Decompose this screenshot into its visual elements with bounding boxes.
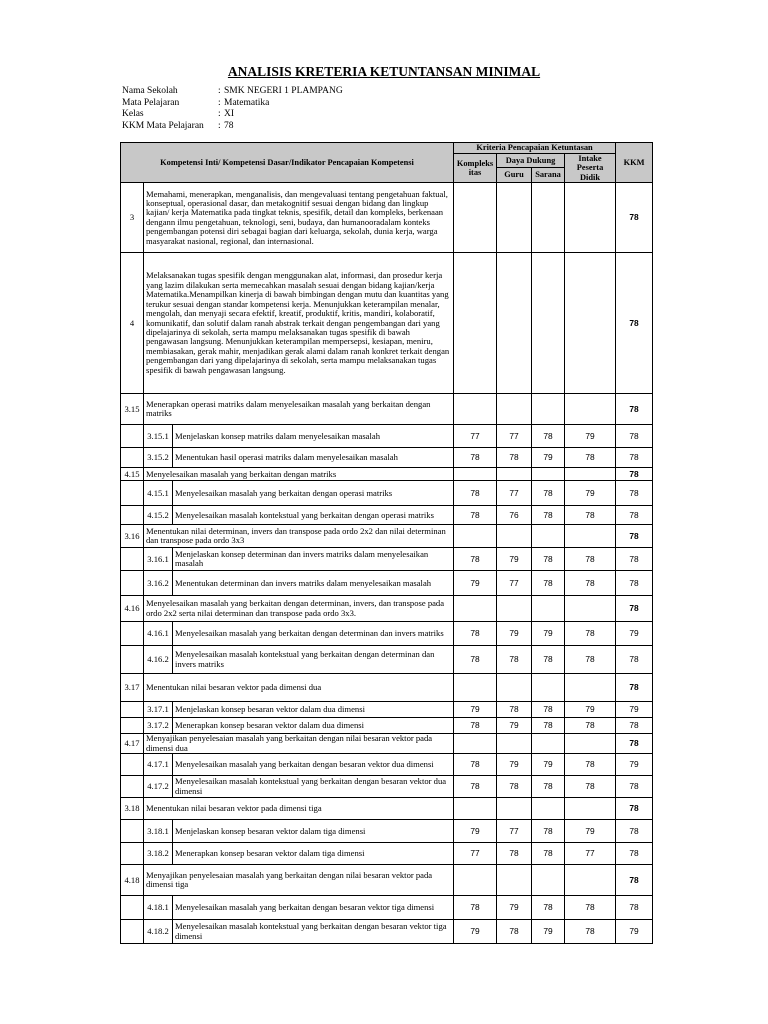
row-description: Menyelesaikan masalah kontekstual yang berkaitan dengan operasi matriks (173, 506, 454, 525)
table-row (121, 776, 653, 798)
row-spacer (121, 920, 144, 944)
value-guru (497, 798, 532, 820)
value-kompleksitas: 78 (454, 448, 497, 468)
table-row (121, 920, 653, 944)
info-label: Nama Sekolah (122, 86, 178, 96)
table-row (121, 394, 653, 425)
value-kkm: 79 (616, 702, 653, 718)
value-guru: 77 (497, 481, 532, 506)
table-row (121, 865, 653, 896)
value-kompleksitas (454, 394, 497, 425)
value-guru (497, 865, 532, 896)
table-row (121, 798, 653, 820)
table-row (121, 571, 653, 596)
row-code: 4.17 (121, 734, 144, 754)
value-kkm: 78 (616, 596, 653, 622)
value-guru: 79 (497, 754, 532, 776)
value-intake (565, 468, 616, 481)
row-spacer (121, 843, 144, 865)
value-intake: 78 (565, 754, 616, 776)
table-row (121, 425, 653, 448)
row-spacer (121, 481, 144, 506)
row-code: 4.16.1 (144, 622, 173, 646)
value-guru (497, 253, 532, 394)
row-spacer (121, 754, 144, 776)
value-kkm: 78 (616, 481, 653, 506)
table-row (121, 506, 653, 525)
value-kompleksitas: 77 (454, 425, 497, 448)
row-description: Menyajikan penyelesaian masalah yang berkaitan dengan nilai besaran vektor pada dimensi dua (144, 734, 454, 754)
value-kkm: 78 (616, 646, 653, 674)
value-sarana (532, 183, 565, 253)
value-guru: 79 (497, 718, 532, 734)
row-spacer (121, 548, 144, 571)
value-intake: 79 (565, 425, 616, 448)
value-intake (565, 596, 616, 622)
value-sarana: 79 (532, 448, 565, 468)
value-kkm: 79 (616, 622, 653, 646)
value-kompleksitas (454, 596, 497, 622)
value-kompleksitas: 78 (454, 646, 497, 674)
value-sarana: 79 (532, 754, 565, 776)
row-spacer (121, 776, 144, 798)
value-intake (565, 798, 616, 820)
value-kkm: 78 (616, 506, 653, 525)
value-intake: 78 (565, 548, 616, 571)
row-spacer (121, 896, 144, 920)
row-description: Memahami, menerapkan, menganalisis, dan mengevaluasi tentang pengetahuan faktual, konseptual, operasional dasar, dan metakognitif sesuai dengan bidang dan lingkup kajian/ kerja Matematika pada tingkat teknis, spesifik, detail dan kompleks, berkenaan dengann ilmu pengetahuan, teknologi, seni, budaya, dan humanooradalam konteks pengembangan potensi diri sebagai bagian dari keluarga, sekolah, dunia kerja, warga masyarakat nasional, regional, dan internasional. (144, 183, 454, 253)
value-intake: 78 (565, 506, 616, 525)
table-row (121, 525, 653, 548)
row-spacer (121, 425, 144, 448)
value-guru: 78 (497, 702, 532, 718)
value-kompleksitas: 78 (454, 622, 497, 646)
header-daya-dukung: Daya Dukung (497, 154, 565, 168)
info-value: XI (224, 109, 235, 119)
row-spacer (121, 506, 144, 525)
info-separator: : (218, 97, 221, 108)
info-separator: : (218, 109, 221, 119)
row-code: 4.18.2 (144, 920, 173, 944)
value-sarana: 78 (532, 843, 565, 865)
value-sarana: 78 (532, 776, 565, 798)
row-spacer (121, 646, 144, 674)
value-guru: 79 (497, 622, 532, 646)
value-guru: 78 (497, 920, 532, 944)
value-kkm: 78 (616, 183, 653, 253)
row-description: Menentukan hasil operasi matriks dalam menyelesaikan masalah (173, 448, 454, 468)
value-sarana (532, 798, 565, 820)
row-code: 3.16 (121, 525, 144, 548)
row-code: 3.18.2 (144, 843, 173, 865)
value-sarana: 79 (532, 622, 565, 646)
table-row (121, 820, 653, 843)
value-kkm: 79 (616, 920, 653, 944)
value-kompleksitas (454, 674, 497, 702)
header-intake: Intake Peserta Didik (565, 154, 616, 183)
value-guru: 77 (497, 425, 532, 448)
value-kkm: 78 (616, 776, 653, 798)
value-intake (565, 253, 616, 394)
value-kompleksitas: 78 (454, 776, 497, 798)
value-kkm: 78 (616, 525, 653, 548)
value-kompleksitas: 78 (454, 481, 497, 506)
kkm-table (120, 142, 653, 944)
value-guru: 79 (497, 548, 532, 571)
row-description: Menjelaskan konsep determinan dan invers matriks dalam menyelesaikan masalah (173, 548, 454, 571)
value-kompleksitas: 79 (454, 920, 497, 944)
value-kompleksitas: 78 (454, 506, 497, 525)
value-guru (497, 734, 532, 754)
info-value: 78 (224, 120, 234, 131)
info-row (122, 98, 343, 110)
value-intake: 78 (565, 920, 616, 944)
row-code: 3.17 (121, 674, 144, 702)
row-description: Melaksanakan tugas spesifik dengan menggunakan alat, informasi, dan prosedur kerja yang lazim dilakukan serta memecahkan masalah sesuai dengan bidang kajian/kerja Matematika.Menampilkan kinerja di bawah bimbingan dengan mutu dan kuantitas yang terukur sesuai dengan standar kompetensi kerja. Menunjukkan keterampilan menalar, mengolah, dan menyaji secara efektif, kreatif, produktif, kritis, mandiri, kolaboratif, komunikatif, dan solutif dalam ranah abstrak terkait dengan pengembangan dari yang dipelajarinya di sekolah, serta mampu melaksanakan tugas spesifik di bawah pengawasan langsung. Menunjukkan keterampilan mempersepsi, kesiapan, meniru, membiasakan, gerak mahir, menjadikan gerak alami dalam ranah konkret terkait dengan pengembangan dari yang dipelajarinya di sekolah, serta mampu melaksanakan tugas spesifik di bawah pengawasan langsung. (144, 253, 454, 394)
row-description: Menjelaskan konsep besaran vektor dalam dua dimensi (173, 702, 454, 718)
value-kkm: 78 (616, 798, 653, 820)
value-guru (497, 596, 532, 622)
value-intake: 79 (565, 820, 616, 843)
value-sarana (532, 674, 565, 702)
value-intake (565, 734, 616, 754)
row-spacer (121, 718, 144, 734)
table-row (121, 468, 653, 481)
row-code: 4.15.1 (144, 481, 173, 506)
value-sarana (532, 596, 565, 622)
value-kompleksitas: 79 (454, 820, 497, 843)
value-sarana: 78 (532, 481, 565, 506)
value-guru: 77 (497, 820, 532, 843)
value-kkm: 78 (616, 843, 653, 865)
value-sarana: 78 (532, 896, 565, 920)
value-kompleksitas: 78 (454, 896, 497, 920)
value-guru (497, 525, 532, 548)
value-sarana: 78 (532, 548, 565, 571)
row-code: 4.17.1 (144, 754, 173, 776)
row-description: Menyelesaikan masalah yang berkaitan dengan operasi matriks (173, 481, 454, 506)
value-kkm: 78 (616, 425, 653, 448)
value-sarana: 78 (532, 718, 565, 734)
row-description: Menerapkan konsep besaran vektor dalam dua dimensi (173, 718, 454, 734)
value-guru (497, 183, 532, 253)
value-guru: 78 (497, 843, 532, 865)
table-row (121, 596, 653, 622)
value-intake: 77 (565, 843, 616, 865)
value-sarana (532, 394, 565, 425)
value-kkm: 78 (616, 865, 653, 896)
row-description: Menyelesaikan masalah yang berkaitan dengan determinan, invers, dan transpose pada ordo 2x2 serta nilai determinan dan transpose pada ordo 3x3. (144, 596, 454, 622)
value-guru (497, 674, 532, 702)
row-description: Menyelesaikan masalah kontekstual yang berkaitan dengan determinan dan invers matriks (173, 646, 454, 674)
value-guru: 78 (497, 646, 532, 674)
row-code: 3 (121, 183, 144, 253)
table-row (121, 674, 653, 702)
value-kkm: 78 (616, 674, 653, 702)
value-intake: 78 (565, 896, 616, 920)
value-intake: 78 (565, 571, 616, 596)
row-spacer (121, 448, 144, 468)
row-code: 4.18.1 (144, 896, 173, 920)
row-spacer (121, 622, 144, 646)
value-intake (565, 183, 616, 253)
value-kkm: 78 (616, 548, 653, 571)
value-sarana: 78 (532, 820, 565, 843)
school-info (122, 86, 343, 132)
row-description: Menyelesaikan masalah kontekstual yang berkaitan dengan besaran vektor dua dimensi (173, 776, 454, 798)
value-sarana: 78 (532, 425, 565, 448)
table-row (121, 896, 653, 920)
row-spacer (121, 820, 144, 843)
row-code: 3.15.2 (144, 448, 173, 468)
header-kkm: KKM (616, 143, 653, 183)
value-kkm: 78 (616, 448, 653, 468)
value-intake: 78 (565, 776, 616, 798)
value-intake: 78 (565, 646, 616, 674)
info-separator: : (218, 86, 221, 96)
value-intake: 78 (565, 718, 616, 734)
value-kompleksitas (454, 468, 497, 481)
value-guru (497, 468, 532, 481)
value-kompleksitas: 78 (454, 718, 497, 734)
value-kompleksitas: 78 (454, 754, 497, 776)
value-sarana (532, 865, 565, 896)
value-guru: 77 (497, 571, 532, 596)
value-guru: 78 (497, 448, 532, 468)
value-sarana (532, 468, 565, 481)
value-sarana (532, 525, 565, 548)
table-row (121, 718, 653, 734)
row-description: Menyelesaikan masalah yang berkaitan dengan determinan dan invers matriks (173, 622, 454, 646)
header-kompetensi: Kompetensi Inti/ Kompetensi Dasar/Indikator Pencapaian Kompetensi (121, 143, 454, 183)
value-sarana: 78 (532, 571, 565, 596)
row-code: 4.15 (121, 468, 144, 481)
info-row (122, 109, 343, 121)
row-description: Menyelesaikan masalah yang berkaitan dengan matriks (144, 468, 454, 481)
value-intake (565, 394, 616, 425)
row-code: 4.16.2 (144, 646, 173, 674)
value-sarana: 78 (532, 506, 565, 525)
value-kkm: 78 (616, 718, 653, 734)
value-kkm: 78 (616, 896, 653, 920)
table-row (121, 754, 653, 776)
value-kompleksitas (454, 734, 497, 754)
value-sarana (532, 734, 565, 754)
value-intake: 79 (565, 481, 616, 506)
table-row (121, 448, 653, 468)
value-sarana (532, 253, 565, 394)
row-description: Menyelesaikan masalah kontekstual yang berkaitan dengan besaran vektor tiga dimensi (173, 920, 454, 944)
value-guru: 76 (497, 506, 532, 525)
value-guru (497, 394, 532, 425)
value-sarana: 78 (532, 646, 565, 674)
header-kriteria: Kriteria Pencapaian Ketuntasan (454, 143, 616, 154)
value-kompleksitas: 77 (454, 843, 497, 865)
value-kompleksitas (454, 253, 497, 394)
value-guru: 78 (497, 776, 532, 798)
value-kkm: 78 (616, 571, 653, 596)
row-code: 3.18.1 (144, 820, 173, 843)
table-row (121, 622, 653, 646)
table-row (121, 646, 653, 674)
value-kompleksitas: 78 (454, 548, 497, 571)
row-code: 4.16 (121, 596, 144, 622)
value-kompleksitas (454, 525, 497, 548)
value-kompleksitas (454, 798, 497, 820)
info-value: Matematika (224, 97, 270, 108)
value-intake: 78 (565, 622, 616, 646)
page-title: ANALISIS KRETERIA KETUNTANSAN MINIMAL (227, 64, 541, 79)
table-row (121, 481, 653, 506)
value-kkm: 78 (616, 468, 653, 481)
table-row (121, 253, 653, 394)
info-label: Mata Pelajaran (122, 97, 180, 108)
table-row (121, 548, 653, 571)
value-kkm: 78 (616, 253, 653, 394)
row-description: Menjelaskan konsep matriks dalam menyelesaikan masalah (173, 425, 454, 448)
row-description: Menerapkan konsep besaran vektor dalam tiga dimensi (173, 843, 454, 865)
row-code: 4.17.2 (144, 776, 173, 798)
row-description: Menyelesaikan masalah yang berkaitan dengan besaran vektor dua dimensi (173, 754, 454, 776)
value-kompleksitas: 79 (454, 702, 497, 718)
value-sarana: 78 (532, 702, 565, 718)
value-guru: 79 (497, 896, 532, 920)
row-code: 3.15 (121, 394, 144, 425)
value-kompleksitas (454, 183, 497, 253)
row-code: 3.15.1 (144, 425, 173, 448)
info-label: KKM Mata Pelajaran (122, 120, 204, 131)
table-row (121, 734, 653, 754)
table-row (121, 183, 653, 253)
row-description: Menentukan nilai besaran vektor pada dimensi tiga (144, 798, 454, 820)
row-description: Menentukan nilai determinan, invers dan transpose pada ordo 2x2 dan nilai determinan dan transpose pada ordo 3x3 (144, 525, 454, 548)
row-code: 4.15.2 (144, 506, 173, 525)
info-row (122, 86, 343, 98)
row-code: 3.17.1 (144, 702, 173, 718)
info-separator: : (218, 120, 221, 131)
value-kompleksitas (454, 865, 497, 896)
value-kkm: 78 (616, 820, 653, 843)
row-description: Menyelesaikan masalah yang berkaitan dengan besaran vektor tiga dimensi (173, 896, 454, 920)
value-kkm: 78 (616, 394, 653, 425)
info-value: SMK NEGERI 1 PLAMPANG (224, 86, 343, 96)
row-code: 4 (121, 253, 144, 394)
value-sarana: 79 (532, 920, 565, 944)
header-sarana: Sarana (532, 167, 565, 182)
row-spacer (121, 571, 144, 596)
value-intake: 78 (565, 448, 616, 468)
value-intake (565, 525, 616, 548)
row-code: 3.17.2 (144, 718, 173, 734)
row-description: Menentukan nilai besaran vektor pada dimensi dua (144, 674, 454, 702)
row-description: Menjelaskan konsep besaran vektor dalam tiga dimensi (173, 820, 454, 843)
header-kompleksitas: Kompleks itas (454, 154, 497, 183)
row-code: 3.16.2 (144, 571, 173, 596)
info-row (122, 121, 343, 133)
row-code: 3.16.1 (144, 548, 173, 571)
row-spacer (121, 702, 144, 718)
value-intake: 79 (565, 702, 616, 718)
value-intake (565, 674, 616, 702)
row-description: Menyajikan penyelesaian masalah yang berkaitan dengan nilai besaran vektor pada dimensi tiga (144, 865, 454, 896)
value-kkm: 78 (616, 734, 653, 754)
row-description: Menerapkan operasi matriks dalam menyelesaikan masalah yang berkaitan dengan matriks (144, 394, 454, 425)
header-guru: Guru (497, 167, 532, 182)
value-kompleksitas: 79 (454, 571, 497, 596)
info-label: Kelas (122, 109, 144, 119)
value-intake (565, 865, 616, 896)
row-code: 3.18 (121, 798, 144, 820)
row-code: 4.18 (121, 865, 144, 896)
table-row (121, 702, 653, 718)
row-description: Menentukan determinan dan invers matriks dalam menyelesaikan masalah (173, 571, 454, 596)
value-kkm: 79 (616, 754, 653, 776)
table-row (121, 843, 653, 865)
